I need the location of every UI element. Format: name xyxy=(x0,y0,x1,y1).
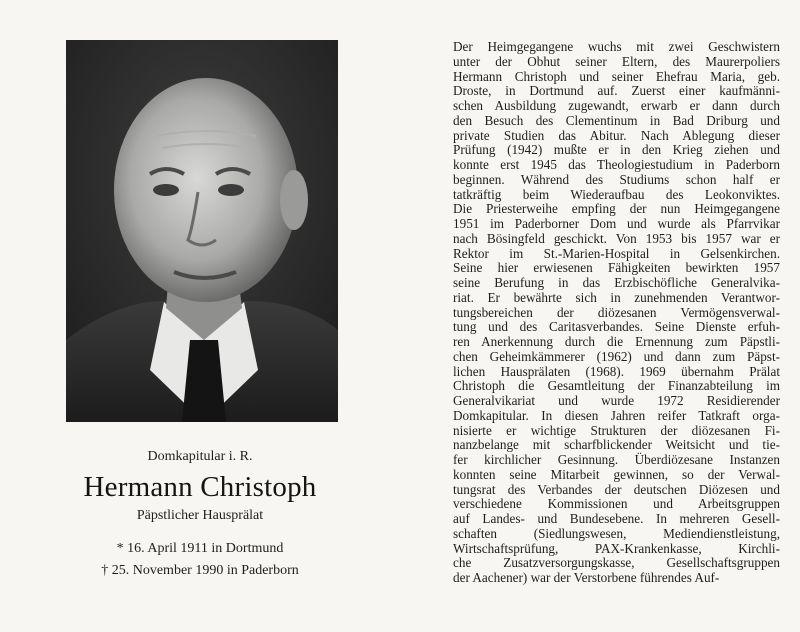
bio-line: den Besuch des Clementinum in Bad Driburg und xyxy=(453,112,780,128)
bio-line: tatkräftig beim Wiederaufbau des Leokonviktes. xyxy=(453,186,780,202)
bio-line: beginnen. Während des Studiums schon half er xyxy=(453,171,780,187)
bio-line: Prüfung (1942) mußte er in den Krieg ziehen und xyxy=(453,142,780,158)
bio-line: riat. Er bewährte sich in zunehmenden Verantwor- xyxy=(453,289,780,305)
bio-line: che Zusatzversorgungskasse, Gesellschaftsgruppen xyxy=(453,555,780,571)
bio-line: tungsbereichen der diözesanen Vermögensverwal- xyxy=(453,304,780,320)
bio-line: der Aachener) war der Verstorbene führendes Auf- xyxy=(453,570,720,585)
bio-line: 1951 im Paderborner Dom und wurde als Pfarrvikar xyxy=(453,216,780,231)
bio-line: tungsrat des Verbandes der deutschen Diözesen und xyxy=(453,481,780,497)
bio-line: unter der Obhut seiner Eltern, des Maurerpoliers xyxy=(453,53,780,69)
deceased-title: Domkapitular i. R. xyxy=(147,449,253,464)
bio-line: Domkapitular. In diesen Jahren reifer Tatkraft orga- xyxy=(453,407,780,423)
bio-line: Der Heimgegangene wuchs mit zwei Geschwistern xyxy=(453,39,780,54)
bio-line: Seine hier erwiesenen Fähigkeiten bewirkten 1957 xyxy=(453,260,780,276)
caption-block xyxy=(40,448,360,582)
death-date: † 25. November 1990 in Paderborn xyxy=(101,563,299,578)
bio-line: fer kirchlicher Gesinnung. Überdiözesane Instanzen xyxy=(453,452,780,467)
bio-line: nanzbelange mit scharfblickender Weitsicht und tie- xyxy=(453,437,780,453)
bio-line: konnte erst 1945 das Theologiestudium in Paderborn xyxy=(453,157,780,172)
bio-line: schaften (Siedlungswesen, Mediendienstleistung, xyxy=(453,525,780,541)
bio-line: Hermann Christoph und seiner Ehefrau Maria, geb. xyxy=(453,68,780,84)
deceased-name: Hermann Christoph xyxy=(83,471,317,503)
bio-line: schen Ausbildung zugewandt, erwarb er dann durch xyxy=(453,98,780,113)
bio-line: Die Priesterweihe empfing der nun Heimgegangene xyxy=(453,201,780,217)
bio-line: nach Bösingfeld geschickt. Von 1953 bis 1957 war er xyxy=(453,230,780,246)
bio-line: tung und des Caritasverbandes. Seine Dienste erfuh- xyxy=(453,319,780,335)
bio-line: Generalvikariat und wurde 1972 Residierender xyxy=(453,393,780,408)
bio-line: Christoph die Gesamtleitung der Finanzabteilung im xyxy=(453,378,780,394)
bio-line: Rektor im St.-Marien-Hospital in Gelsenkirchen. xyxy=(453,245,780,261)
portrait-photo xyxy=(66,40,338,422)
bio-line: seine Berufung in das Erzbischöfliche Generalvika- xyxy=(453,275,780,290)
portrait-image xyxy=(66,40,338,422)
bio-line: ren Anerkennung durch die Ernennung zum Päpstli- xyxy=(453,334,780,349)
bio-line: nisierte er wichtige Strukturen der diözesanen Fi- xyxy=(453,422,780,438)
bio-line: private Studien das Abitur. Nach Ablegung dieser xyxy=(453,127,780,143)
bio-line: verschiedene Kommissionen und Arbeitsgruppen xyxy=(453,496,780,512)
bio-line: Droste, in Dortmund auf. Zuerst einer kaufmänni- xyxy=(453,83,780,99)
bio-line: konnten seine Mitarbeit gewinnen, so der Verwal- xyxy=(453,466,780,482)
biography-text xyxy=(453,40,780,586)
bio-line: lichen Hausprälaten (1968). 1969 übernahm Prälat xyxy=(453,363,780,379)
deceased-honor: Päpstlicher Hausprälat xyxy=(136,508,264,523)
bio-line: Wirtschaftsprüfung, PAX-Krankenkasse, Kirchli- xyxy=(453,540,780,556)
bio-line: chen Geheimkämmerer (1962) und dann zum Päpst- xyxy=(453,348,780,364)
birth-date: * 16. April 1911 in Dortmund xyxy=(116,541,284,556)
bio-line: auf Landes- und Bundesebene. In mehreren Gesell- xyxy=(453,511,780,526)
